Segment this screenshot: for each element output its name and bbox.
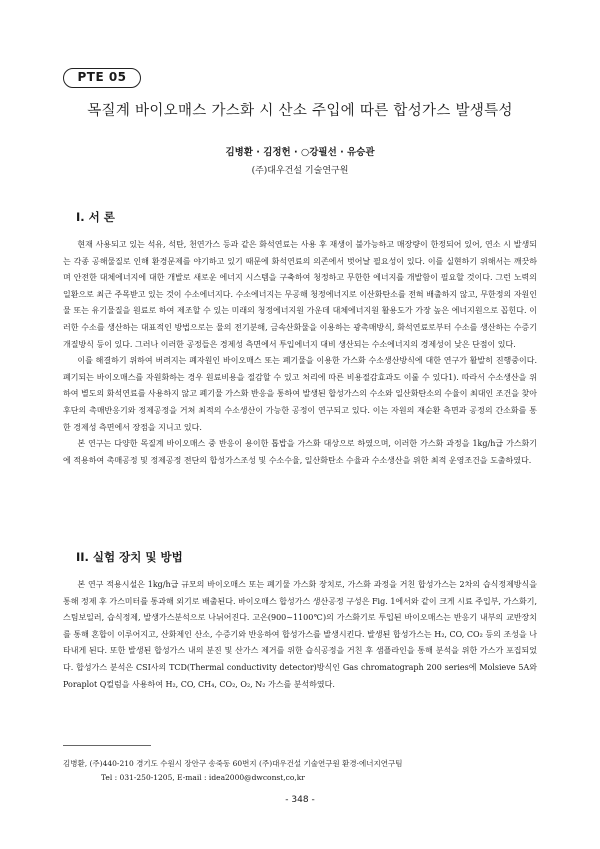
introduction-body <box>63 237 537 469</box>
section-heading-methods: II. 실험 장치 및 방법 <box>76 550 183 564</box>
affiliation: (주)대우건설 기술연구원 <box>251 166 349 176</box>
paragraph: 이를 해결하기 위하여 버려지는 폐자원인 바이오매스 또는 폐기물을 이용한 가스화 수소생산방식에 대한 연구가 활발히 진행중이다. 폐기되는 바이오매스를 자원화하는 경우 원료비용을 절감할 수 있고 처리에 따른 비용절감효과도 이룰 수 있다1). 따라서 수소생산을 위하여 별도의 화석연료를 사용하지 않고 폐기물 가스화 반응을 통하여 발생된 합성가스의 수소와 일산화탄소의 수율이 최대인 조건을 찾아 후단의 촉매반응기와 정제공정을 거쳐 최적의 수소생산이 가능한 공정이 연구되고 있다. 이는 자원의 재순환 측면과 공정의 간소화를 통한 경제성 측면에서 장점을 지니고 있다. <box>63 356 537 432</box>
paragraph: 본 연구 적용시설은 1kg/h급 규모의 바이오매스 또는 폐기물 가스화 장치로, 가스화 과정을 거친 합성가스는 2차의 습식정제방식을 통해 정제 후 가스미터를 통과해 외기로 배출된다. 바이오매스 합성가스 생산공정 구성은 Fig. 1에서와 같이 크게 시료 주입부, 가스화기, 스팀보일러, 습식정제, 발생가스분석으로 나뉘어진다. 고온(900~1100℃)의 가스화기로 투입된 바이오매스는 반응기 내부의 교반장치를 통해 혼합이 이루어지고, 산화제인 산소, 수증기와 반응하여 합성가스를 발생시킨다. 발생된 합성가스는 H₂, CO, CO₂ 등의 조성을 나타내게 된다. 또한 발생된 합성가스 내의 분진 및 산가스 제거를 위한 습식공정을 거친 후 샘플라인을 통해 분석을 위한 가스가 포집되었다. 합성가스 분석은 CSI사의 TCD(Thermal conductivity detector)방식인 Gas chromatograph 200 series에 Molsieve 5A와 Poraplot Q컬럼을 사용하여 H₂, CO, CH₄, CO₂, O₂, N₂ 가스를 분석하였다. <box>63 580 537 689</box>
methods-body <box>63 577 537 693</box>
section-heading-introduction: I. 서 론 <box>76 210 115 224</box>
author-list: 김병환 · 김정헌 · ○강필선 · 유승관 <box>225 147 375 158</box>
footnote-divider <box>63 745 151 746</box>
page-number: - 348 - <box>285 795 315 805</box>
paragraph: 현재 사용되고 있는 석유, 석탄, 천연가스 등과 같은 화석연료는 사용 후 재생이 불가능하고 매장량이 한정되어 있어, 연소 시 발생되는 각종 공해물질로 인해 환경문제를 야기하고 있기 때문에 화석연료의 의존에서 벗어날 필요성이 있다. 이를 실현하기 위해서는 깨끗하며 안전한 대체에너지에 대한 개발로 새로운 에너지 시스템을 구축하여 청정하고 무한한 에너지를 개발함이 필요할 것이다. 그런 노력의 일환으로 최근 주목받고 있는 것이 수소에너지다. 수소에너지는 무공해 청정에너지로 이산화탄소를 전혀 배출하지 않고, 무한정의 자원인 물 또는 유기물질을 원료로 하여 제조할 수 있는 미래의 청정에너지원 가운데 대체에너지원 활용도가 가장 높은 에너지원으로 꼽힌다. 이러한 수소를 생산하는 대표적인 방법으로는 물의 전기분해, 금속산화물을 이용하는 광촉매방식, 화석연료로부터 수소를 생산하는 수증기 개질방식 등이 있다. 그러나 이러한 공정들은 경제성 측면에서 투입에너지 대비 생산되는 수소에너지의 경제성이 낮은 단점이 있다. <box>63 240 537 349</box>
paragraph: 본 연구는 다양한 목질계 바이오매스 중 반응이 용이한 톱밥을 가스화 대상으로 하였으며, 이러한 가스화 과정을 1kg/h급 가스화기에 적용하여 촉매공정 및 정제공정 전단의 합성가스조성 및 수소수율, 일산화탄소 수율과 수소생산을 위한 최적 운영조건을 도출하였다. <box>63 439 537 465</box>
footnote-contact: Tel : 031-250-1205, E-mail : idea2000@dwconst,co,kr <box>101 773 305 782</box>
session-badge: PTE 05 <box>63 68 141 88</box>
paper-title: 목질계 바이오매스 가스화 시 산소 주입에 따른 합성가스 발생특성 <box>87 103 513 119</box>
footnote-address: 김병환, (주)440-210 경기도 수원시 장안구 송죽동 60번지 (주)대우건설 기술연구원 환경·에너지연구팀 <box>63 759 403 768</box>
footnote <box>63 757 537 785</box>
